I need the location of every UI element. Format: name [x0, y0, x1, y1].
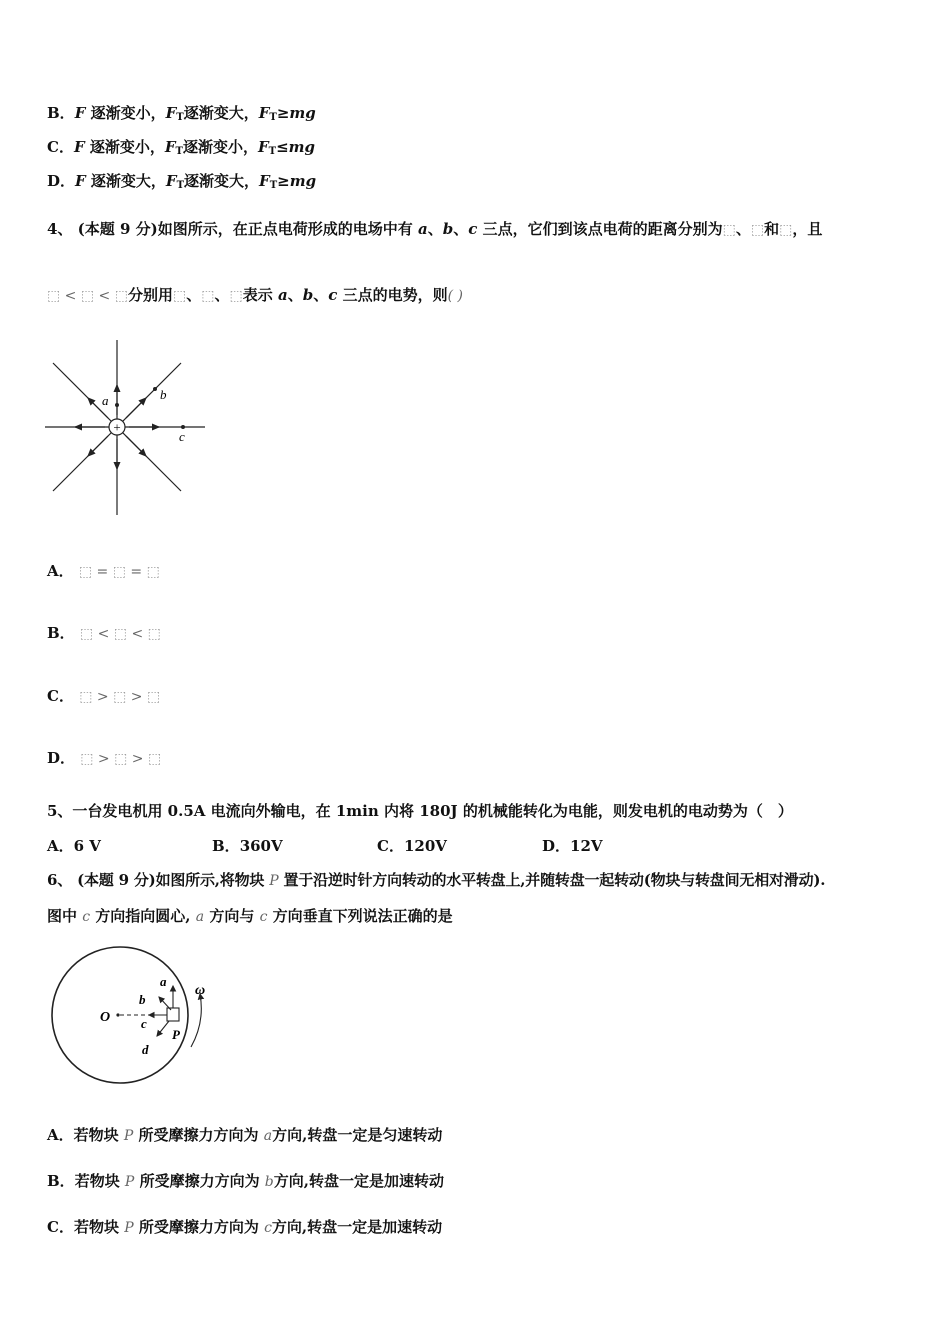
center-label-o: O: [100, 1010, 111, 1025]
q3-option-b: B．F 逐渐变小，$F_T$逐渐变大，$F_T\ge mg$: [47, 104, 316, 123]
q5-option-c: C．120V: [377, 837, 447, 855]
q5-option-a: A．6 V: [47, 837, 101, 855]
label-omega: ω: [195, 983, 206, 998]
label-c: c: [179, 429, 185, 444]
q4-option-d: D． ⬚ > ⬚ > ⬚: [47, 749, 162, 767]
label-b: b: [160, 387, 167, 402]
label-b: b: [139, 992, 146, 1007]
point-a: [115, 403, 119, 407]
q6-option-c: C．若物块 P 所受摩擦力方向为 c方向,转盘一定是加速转动: [47, 1218, 443, 1236]
q6-stem-line1: 6、 (本题 9 分)如图所示,将物块 P 置于沿逆时针方向转动的水平转盘上,并随转盘一起转动(物块与转盘间无相对滑动).: [47, 871, 826, 889]
q4-option-c: C． ⬚ > ⬚ > ⬚: [47, 687, 161, 705]
q3-option-c: C．F 逐渐变小，$F_T$逐渐变小，$F_T\le mg$: [47, 138, 316, 157]
label-c: c: [141, 1016, 147, 1031]
center-point: [116, 1013, 119, 1016]
block-p: [167, 1008, 179, 1021]
q6-option-a: A．若物块 P 所受摩擦力方向为 a方向,转盘一定是匀速转动: [47, 1126, 443, 1144]
q6-turntable-figure: [45, 942, 225, 1092]
point-b: [153, 387, 157, 391]
q6-option-b: B．若物块 P 所受摩擦力方向为 b方向,转盘一定是加速转动: [47, 1172, 444, 1190]
q5-option-d: D．12V: [542, 837, 603, 855]
q5-stem: 5、一台发电机用 0.5A 电流向外输电，在 1min 内将 180J 的机械能转化为电能，则发电机的电动势为（ ）: [47, 802, 793, 820]
arrow-b: [159, 997, 171, 1010]
charge-plus-sign: +: [113, 419, 121, 435]
q4-field-figure: [40, 335, 210, 520]
arrow-d: [157, 1021, 169, 1036]
label-d: d: [142, 1042, 149, 1057]
q4-option-b: B． ⬚ < ⬚ < ⬚: [47, 624, 161, 642]
label-a: a: [102, 393, 109, 408]
label-p: P: [172, 1027, 180, 1042]
q6-stem-line2: 图中 c 方向指向圆心, a 方向与 c 方向垂直下列说法正确的是: [47, 907, 453, 925]
q4-option-a: A． ⬚ = ⬚ = ⬚: [47, 562, 160, 580]
rotation-arrow: [191, 994, 201, 1047]
q3-option-d: D．F 逐渐变大，$F_T$逐渐变大，$F_T\ge mg$: [47, 172, 317, 191]
q4-stem-line1: 4、 (本题 9 分)如图所示，在正点电荷形成的电场中有 a、b、c 三点，它们到该点电荷的距离分别为⬚、⬚和⬚，且: [47, 220, 823, 238]
q4-stem-line2: ⬚ < ⬚ < ⬚分别用⬚、⬚、⬚表示 a、b、c 三点的电势，则( ): [47, 286, 463, 304]
label-a: a: [160, 974, 167, 989]
q5-option-b: B．360V: [212, 837, 283, 855]
